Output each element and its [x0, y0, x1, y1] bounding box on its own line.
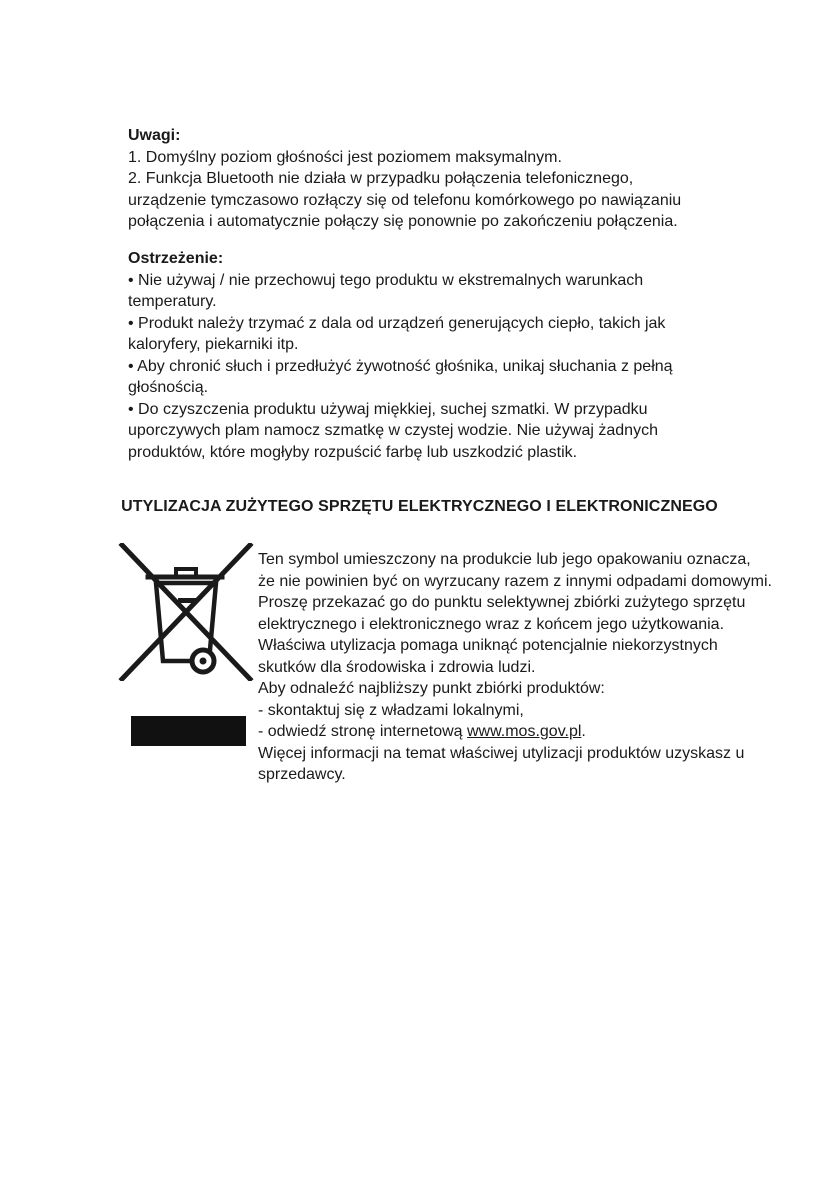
notes-line: 2. Funkcja Bluetooth nie działa w przypadku połączenia telefonicznego,: [128, 170, 634, 187]
disposal-line: elektrycznego i elektronicznego wraz z końcem jego użytkowania.: [258, 615, 725, 633]
warnings-section: [128, 248, 768, 463]
disposal-line: Proszę przekazać go do punktu selektywnej zbiórki zużytego sprzętu: [258, 594, 746, 611]
notes-heading: Uwagi:: [128, 127, 181, 144]
separate-collection-bar: [131, 716, 246, 746]
warnings-line: produktów, które mogłyby rozpuścić farbę lub uszkodzić plastik.: [128, 443, 578, 461]
notes-section: [128, 125, 768, 233]
warnings-line: • Aby chronić słuch i przedłużyć żywotność głośnika, unikaj słuchania z pełną: [128, 357, 673, 375]
disposal-line: sprzedawcy.: [258, 766, 346, 783]
disposal-line: Aby odnaleźć najbliższy punkt zbiórki produktów:: [258, 680, 605, 697]
disposal-line: Więcej informacji na temat właściwej utylizacji produktów uzyskasz u: [258, 744, 745, 762]
visit-prefix: - odwiedź stronę internetową: [258, 723, 467, 740]
notes-line: 1. Domyślny poziom głośności jest poziomem maksymalnym.: [128, 148, 562, 166]
warnings-line: • Produkt należy trzymać z dala od urządzeń generujących ciepło, takich jak: [128, 314, 666, 332]
warnings-heading: Ostrzeżenie:: [128, 250, 224, 267]
disposal-line: Ten symbol umieszczony na produkcie lub jego opakowaniu oznacza,: [258, 551, 751, 568]
disposal-line: - skontaktuj się z władzami lokalnymi,: [258, 701, 524, 719]
visit-website-line: [258, 721, 798, 743]
notes-line: połączenia i automatycznie połączy się ponownie po zakończeniu połączenia.: [128, 213, 678, 230]
notes-line: urządzenie tymczasowo rozłączy się od telefonu komórkowego po nawiązaniu: [128, 191, 682, 209]
crossed-out-wheelie-bin-icon: [118, 543, 254, 681]
disposal-title: UTYLIZACJA ZUŻYTEGO SPRZĘTU ELEKTRYCZNEGO I ELEKTRONICZNEGO: [121, 498, 718, 515]
disposal-line: skutków dla środowiska i zdrowia ludzi.: [258, 658, 536, 676]
disposal-line: że nie powinien być on wyrzucany razem z innymi odpadami domowymi.: [258, 572, 772, 590]
warnings-line: kaloryfery, piekarniki itp.: [128, 336, 299, 353]
warnings-line: • Do czyszczenia produktu używaj miękkiej, suchej szmatki. W przypadku: [128, 400, 648, 418]
disposal-line: Właściwa utylizacja pomaga uniknąć potencjalnie niekorzystnych: [258, 637, 718, 654]
warnings-line: temperatury.: [128, 293, 217, 310]
warnings-line: uporczywych plam namocz szmatkę w czystej wodzie. Nie używaj żadnych: [128, 422, 658, 439]
mos-website-link[interactable]: www.mos.gov.pl: [467, 723, 582, 740]
disposal-text: [258, 549, 798, 786]
visit-suffix: .: [581, 723, 586, 740]
warnings-line: głośnością.: [128, 379, 209, 396]
warnings-line: • Nie używaj / nie przechowuj tego produktu w ekstremalnych warunkach: [128, 271, 644, 289]
